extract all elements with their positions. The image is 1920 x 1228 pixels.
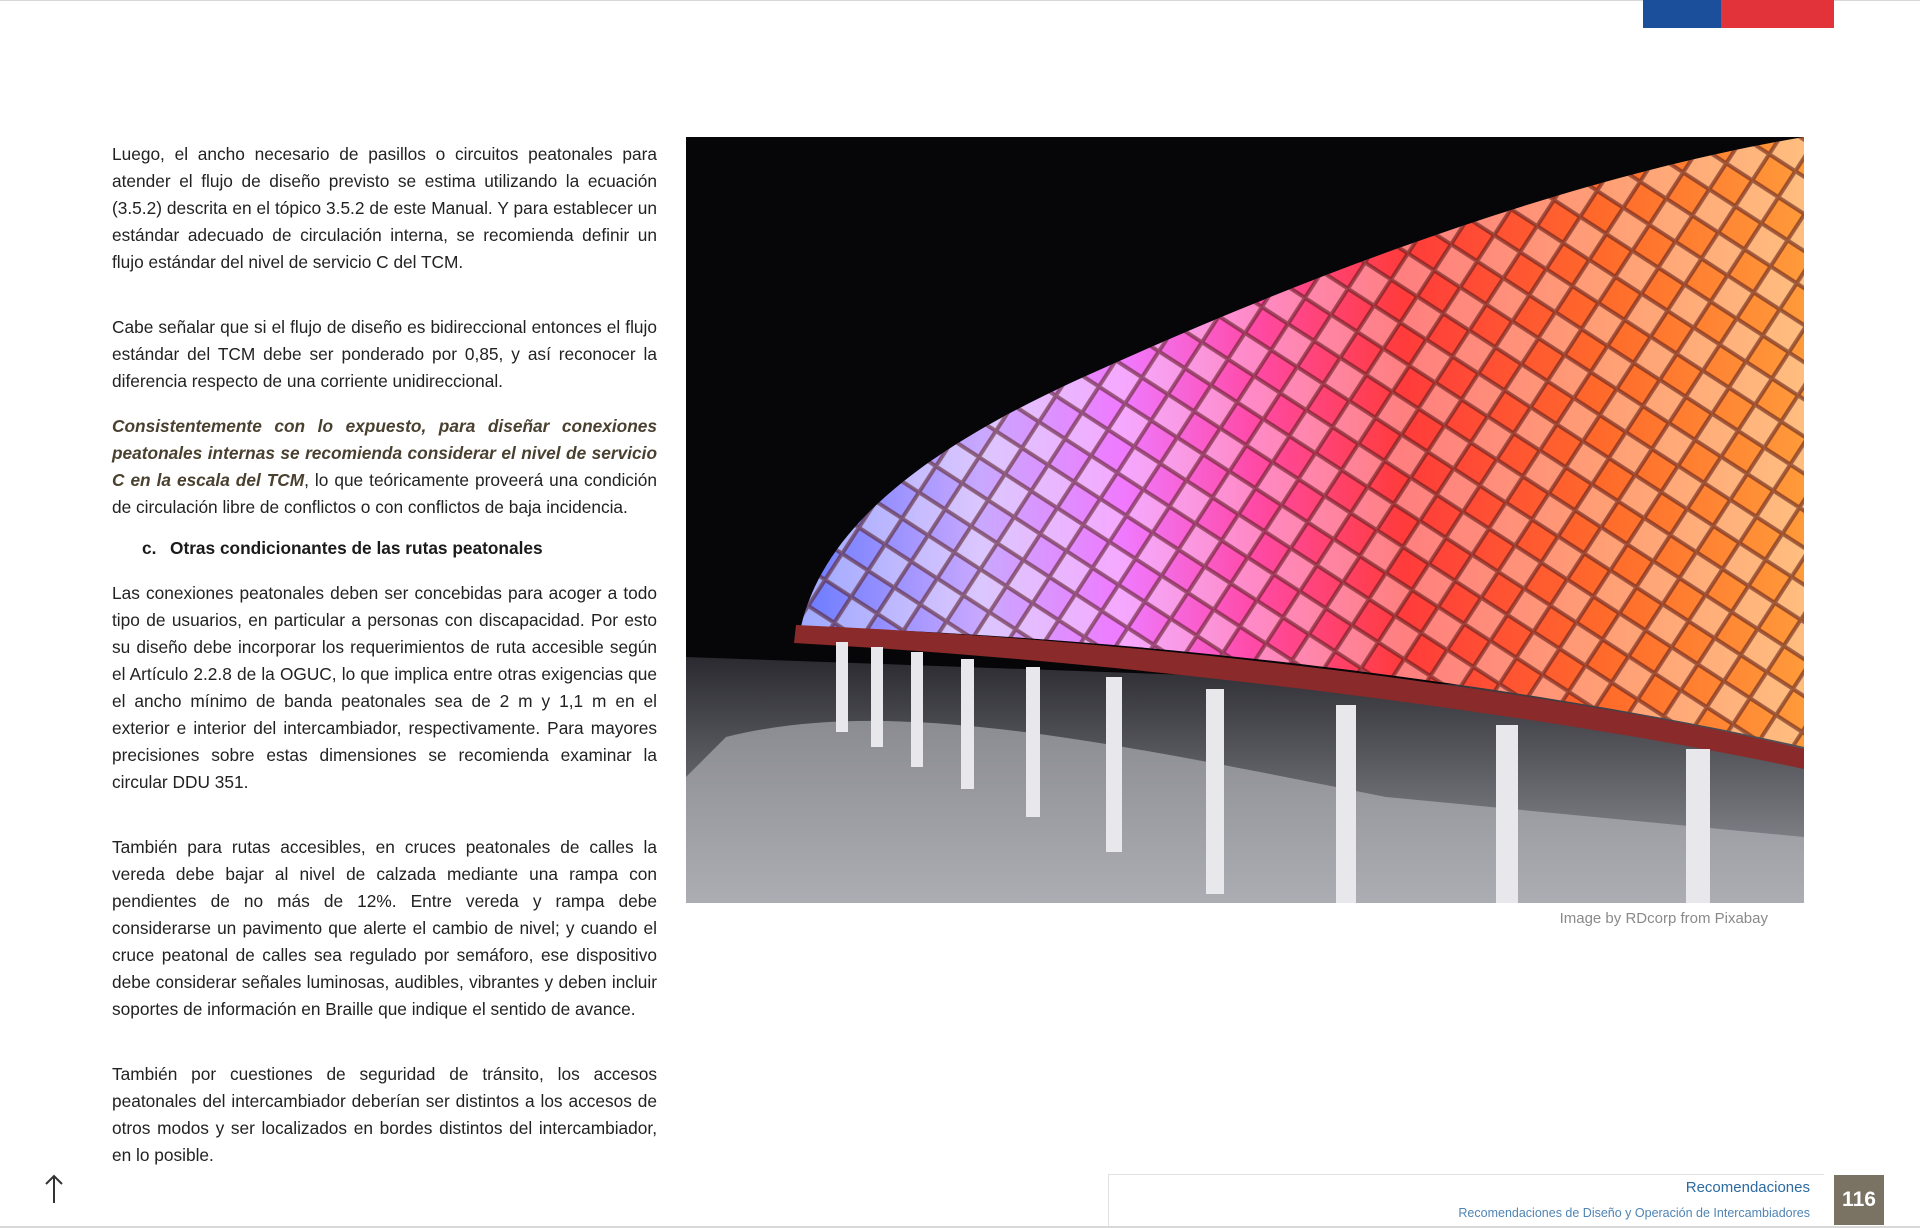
subheading-letter: c. <box>142 538 157 558</box>
paragraph-emphasized <box>112 413 657 521</box>
figure-caption: Image by RDcorp from Pixabay <box>1559 910 1768 927</box>
top-rule <box>0 0 1920 1</box>
body-text-column <box>112 141 657 1169</box>
footer <box>1108 1174 1824 1227</box>
footer-document-title: Recomendaciones de Diseño y Operación de Intercambiadores <box>1458 1206 1810 1220</box>
subheading-text: Otras condicionantes de las rutas peatonales <box>170 538 543 558</box>
paragraph: Luego, el ancho necesario de pasillos o circuitos peatonales para atender el flujo de diseño previsto se estima utilizando la ecuación (3.5.2) descrita en el tópico 3.5.2 de este Manual. Y para establecer un estándar adecuado de circulación interna, se recomienda definir un flujo estándar del nivel de servicio C del TCM. <box>112 144 657 272</box>
footer-section-title: Recomendaciones <box>1685 1179 1810 1196</box>
up-arrow-icon[interactable] <box>41 1172 67 1204</box>
paragraph-text: , lo que teóricamente proveerá una condición de circulación libre de conflictos o con conflictos de baja incidencia. <box>112 470 657 517</box>
emphasis-text: Consistentemente con lo expuesto, para diseñar conexiones peatonales internas se recomienda considerar el nivel de servicio C en la escala del TCM <box>112 416 657 490</box>
paragraph: También para rutas accesibles, en cruces peatonales de calles la vereda debe bajar al nivel de calzada mediante una rampa con pendientes de no más de 12%. Entre vereda y rampa debe considerarse un pavimento que alerte el cambio de nivel; y cuando el cruce peatonal de calles sea regulado por semáforo, ese dispositivo debe considerar señales luminosas, audibles, vibrantes y deben incluir soportes de información en Braille que indique el sentido de avance. <box>112 837 657 1019</box>
page-number-badge: 116 <box>1834 1175 1884 1225</box>
station-photo <box>686 137 1804 903</box>
flag-stripe-blue <box>1643 0 1721 28</box>
paragraph: Las conexiones peatonales deben ser concebidas para acoger a todo tipo de usuarios, en particular a personas con discapacidad. Por esto su diseño debe incorporar los requerimientos de ruta accesible según el Artículo 2.2.8 de la OGUC, lo que implica entre otras exigencias que el ancho mínimo de banda peatonales sea de 2 m y 1,1 m en el exterior e interior del intercambiador, respectivamente. Para mayores precisiones sobre estas dimensiones se recomienda examinar la circular DDU 351. <box>112 583 657 792</box>
paragraph: También por cuestiones de seguridad de tránsito, los accesos peatonales del intercambiador deberían ser distintos a los accesos de otros modos y ser localizados en bordes distintos del intercambiador, en lo posible. <box>112 1064 657 1165</box>
subheading <box>142 535 657 562</box>
paragraph: Cabe señalar que si el flujo de diseño es bidireccional entonces el flujo estándar del TCM debe ser ponderado por 0,85, y así reconocer la diferencia respecto de una corriente unidireccional. <box>112 317 657 391</box>
flag-stripe-red <box>1721 0 1834 28</box>
